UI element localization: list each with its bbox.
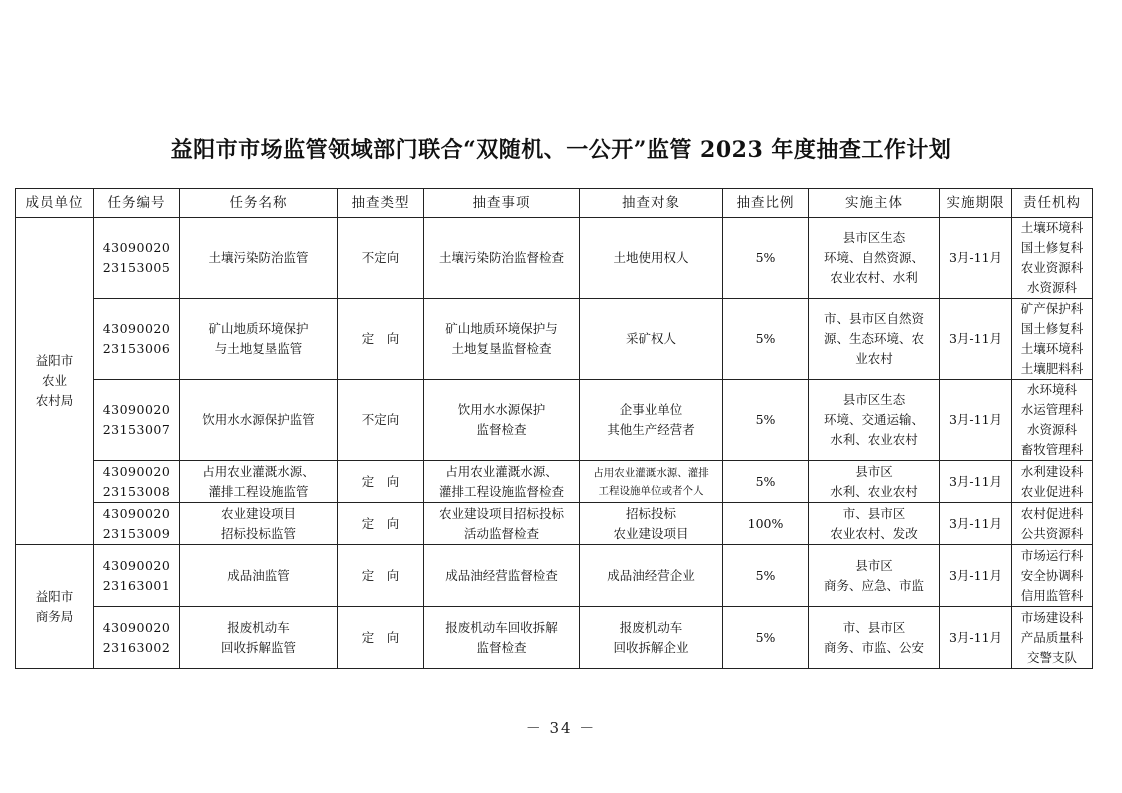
- executor-cell: 县市区生态 环境、交通运输、 水利、农业农村: [809, 380, 940, 461]
- check-ratio-cell: 5%: [723, 218, 809, 299]
- check-item-cell: 农业建设项目招标投标 活动监督检查: [424, 503, 580, 545]
- task-code-cell: 43090020 23153008: [94, 461, 180, 503]
- task-name-cell: 土壤污染防治监管: [180, 218, 338, 299]
- check-type-cell: 定 向: [338, 461, 424, 503]
- header-task-code: 任务编号: [94, 189, 180, 218]
- check-type-cell: 不定向: [338, 380, 424, 461]
- check-item-cell: 成品油经营监督检查: [424, 545, 580, 607]
- responsible-org-cell: 农村促进科 公共资源科: [1012, 503, 1093, 545]
- check-type-cell: 定 向: [338, 503, 424, 545]
- executor-cell: 市、县市区自然资 源、生态环境、农 业农村: [809, 299, 940, 380]
- check-item-cell: 报废机动车回收拆解 监督检查: [424, 607, 580, 669]
- period-cell: 3月-11月: [940, 545, 1012, 607]
- check-ratio-cell: 5%: [723, 461, 809, 503]
- check-type-cell: 定 向: [338, 545, 424, 607]
- check-target-cell: 报废机动车 回收拆解企业: [580, 607, 723, 669]
- page-number: － 34 －: [525, 719, 597, 737]
- task-code-cell: 43090020 23153009: [94, 503, 180, 545]
- task-code-cell: 43090020 23153007: [94, 380, 180, 461]
- check-ratio-cell: 5%: [723, 380, 809, 461]
- header-check-item: 抽查事项: [424, 189, 580, 218]
- task-name-cell: 报废机动车 回收拆解监管: [180, 607, 338, 669]
- check-target-cell: 成品油经营企业: [580, 545, 723, 607]
- executor-cell: 县市区 商务、应急、市监: [809, 545, 940, 607]
- task-code-cell: 43090020 23163001: [94, 545, 180, 607]
- check-target-cell: 占用农业灌溉水源、灌排 工程设施单位或者个人: [580, 461, 723, 503]
- task-code-cell: 43090020 23163002: [94, 607, 180, 669]
- check-target-cell: 土地使用权人: [580, 218, 723, 299]
- header-responsible-org: 责任机构: [1012, 189, 1093, 218]
- header-task-name: 任务名称: [180, 189, 338, 218]
- check-target-cell: 企事业单位 其他生产经营者: [580, 380, 723, 461]
- period-cell: 3月-11月: [940, 380, 1012, 461]
- page-title: 益阳市市场监管领域部门联合“双随机、一公开”监管 2023 年度抽查工作计划: [170, 137, 952, 163]
- table-header-row: [16, 189, 1093, 218]
- executor-cell: 县市区 水利、农业农村: [809, 461, 940, 503]
- period-cell: 3月-11月: [940, 299, 1012, 380]
- header-member-unit: 成员单位: [16, 189, 94, 218]
- task-name-cell: 矿山地质环境保护 与土地复垦监管: [180, 299, 338, 380]
- member-unit-cell: 益阳市 商务局: [16, 545, 94, 669]
- inspection-plan-table: [15, 188, 1093, 669]
- responsible-org-cell: 矿产保护科 国土修复科 土壤环境科 土壤肥料科: [1012, 299, 1093, 380]
- executor-cell: 县市区生态 环境、自然资源、 农业农村、水利: [809, 218, 940, 299]
- period-cell: 3月-11月: [940, 607, 1012, 669]
- header-period: 实施期限: [940, 189, 1012, 218]
- responsible-org-cell: 水环境科 水运管理科 水资源科 畜牧管理科: [1012, 380, 1093, 461]
- header-executor: 实施主体: [809, 189, 940, 218]
- responsible-org-cell: 水利建设科 农业促进科: [1012, 461, 1093, 503]
- task-name-cell: 成品油监管: [180, 545, 338, 607]
- task-name-cell: 农业建设项目 招标投标监管: [180, 503, 338, 545]
- check-ratio-cell: 100%: [723, 503, 809, 545]
- task-code-cell: 43090020 23153005: [94, 218, 180, 299]
- table-row: [16, 299, 1093, 380]
- period-cell: 3月-11月: [940, 503, 1012, 545]
- table-row: [16, 461, 1093, 503]
- period-cell: 3月-11月: [940, 218, 1012, 299]
- table-row: [16, 607, 1093, 669]
- check-target-cell: 采矿权人: [580, 299, 723, 380]
- task-code-cell: 43090020 23153006: [94, 299, 180, 380]
- responsible-org-cell: 市场运行科 安全协调科 信用监管科: [1012, 545, 1093, 607]
- check-ratio-cell: 5%: [723, 545, 809, 607]
- task-name-cell: 饮用水水源保护监管: [180, 380, 338, 461]
- period-cell: 3月-11月: [940, 461, 1012, 503]
- check-item-cell: 土壤污染防治监督检查: [424, 218, 580, 299]
- executor-cell: 市、县市区 农业农村、发改: [809, 503, 940, 545]
- check-type-cell: 定 向: [338, 607, 424, 669]
- table-row: [16, 503, 1093, 545]
- table-row: [16, 218, 1093, 299]
- check-ratio-cell: 5%: [723, 299, 809, 380]
- executor-cell: 市、县市区 商务、市监、公安: [809, 607, 940, 669]
- check-item-cell: 饮用水水源保护 监督检查: [424, 380, 580, 461]
- header-check-ratio: 抽查比例: [723, 189, 809, 218]
- check-ratio-cell: 5%: [723, 607, 809, 669]
- check-item-cell: 矿山地质环境保护与 土地复垦监督检查: [424, 299, 580, 380]
- table-row: [16, 380, 1093, 461]
- responsible-org-cell: 土壤环境科 国土修复科 农业资源科 水资源科: [1012, 218, 1093, 299]
- header-check-target: 抽查对象: [580, 189, 723, 218]
- member-unit-cell: 益阳市 农业 农村局: [16, 218, 94, 545]
- responsible-org-cell: 市场建设科 产品质量科 交警支队: [1012, 607, 1093, 669]
- header-check-type: 抽查类型: [338, 189, 424, 218]
- table-row: [16, 545, 1093, 607]
- check-type-cell: 不定向: [338, 218, 424, 299]
- check-type-cell: 定 向: [338, 299, 424, 380]
- check-item-cell: 占用农业灌溉水源、 灌排工程设施监督检查: [424, 461, 580, 503]
- check-target-cell: 招标投标 农业建设项目: [580, 503, 723, 545]
- task-name-cell: 占用农业灌溉水源、 灌排工程设施监管: [180, 461, 338, 503]
